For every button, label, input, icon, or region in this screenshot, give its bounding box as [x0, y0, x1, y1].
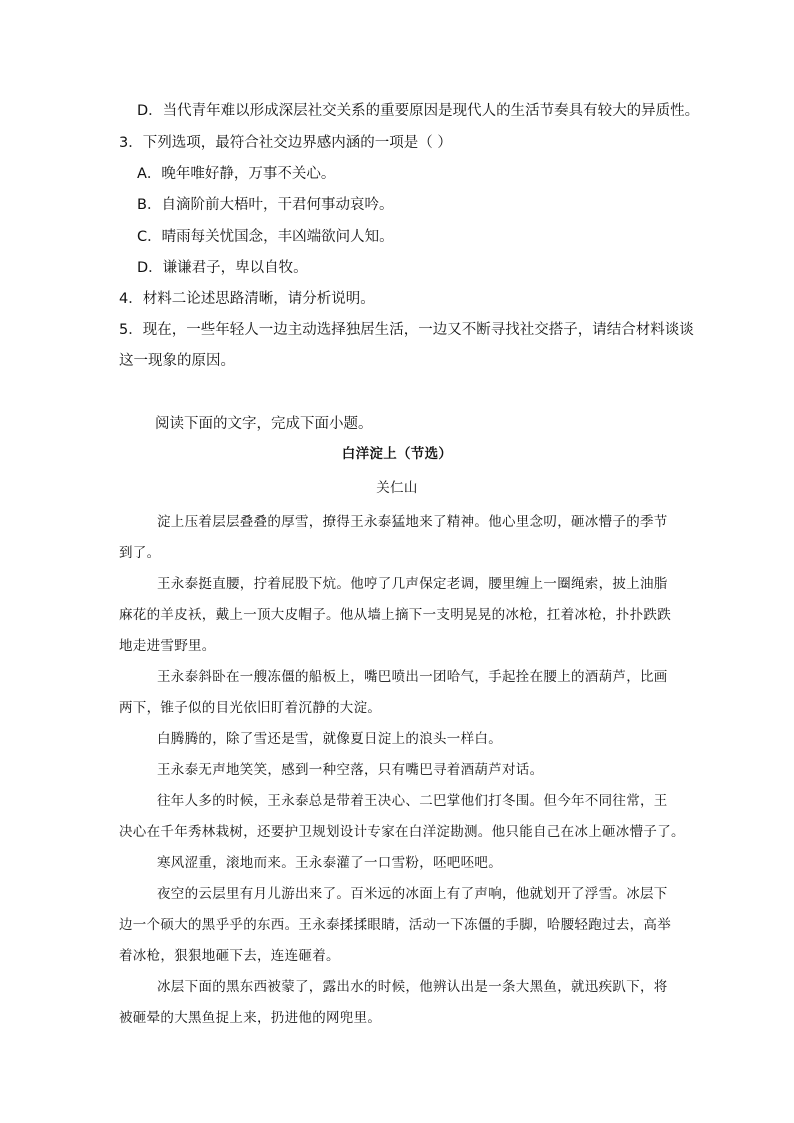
story-line: 着冰枪，狠狠地砸下去，连连砸着。 — [119, 948, 340, 964]
story-title: 白洋淀上（节选） — [341, 446, 453, 462]
story-line: 王永泰挺直腰，拧着屁股下炕。他哼了几声保定老调，腰里缠上一圈绳索，披上油脂 — [157, 576, 668, 592]
story-line: 决心在千年秀林栽树，还要护卫规划设计专家在白洋淀勘测。他只能自己在冰上砸冰懵子了。 — [119, 824, 685, 840]
option-d: D．谦谦君子，卑以自牧。 — [137, 260, 308, 276]
story-line: 到了。 — [119, 545, 161, 561]
question-option-d: D．当代青年难以形成深层社交关系的重要原因是现代人的生活节奏具有较大的异质性。 — [137, 103, 700, 119]
story-line: 往年人多的时候，王永泰总是带着王决心、二巴掌他们打冬围。但今年不同往常，王 — [157, 793, 668, 809]
reading-instruction: 阅读下面的文字，完成下面小题。 — [155, 416, 373, 432]
story-line: 两下，锥子似的目光依旧盯着沉静的大淀。 — [119, 700, 382, 716]
question-3: 3．下列选项，最符合社交边界感内涵的一项是（ ） — [119, 135, 452, 151]
story-line: 边一个硕大的黑乎乎的东西。王永泰揉揉眼睛，活动一下冻僵的手脚，哈腰轻跑过去，高举 — [119, 917, 671, 933]
option-a: A．晚年唯好静，万事不关心。 — [137, 166, 336, 182]
story-line: 麻花的羊皮袄，戴上一顶大皮帽子。他从墙上摘下一支明晃晃的冰枪，扛着冰枪，扑扑跌跌 — [119, 607, 671, 623]
question-4: 4．材料二论述思路清晰，请分析说明。 — [119, 291, 375, 307]
story-line: 王永泰无声地笑笑，感到一种空落，只有嘴巴寻着酒葫芦对话。 — [157, 762, 544, 778]
question-5-continued: 这一现象的原因。 — [119, 353, 235, 369]
story-line: 王永泰斜卧在一艘冻僵的船板上，嘴巴喷出一团哈气，手起拴在腰上的酒葫芦，比画 — [157, 669, 668, 685]
story-line: 夜空的云层里有月儿游出来了。百米远的冰面上有了声响，他就划开了浮雪。冰层下 — [157, 886, 668, 902]
story-line: 被砸晕的大黑鱼捉上来，扔进他的网兜里。 — [119, 1010, 382, 1026]
story-author: 关仁山 — [376, 480, 418, 496]
story-line: 淀上压着层层叠叠的厚雪，撩得王永泰猛地来了精神。他心里念叨，砸冰懵子的季节 — [157, 514, 668, 530]
story-line: 地走进雪野里。 — [119, 638, 216, 654]
story-line: 冰层下面的黑东西被蒙了，露出水的时候，他辨认出是一条大黑鱼，就迅疾趴下，将 — [157, 979, 668, 995]
option-b: B．自滴阶前大梧叶，干君何事动哀吟。 — [137, 197, 394, 213]
question-5: 5．现在，一些年轻人一边主动选择独居生活，一边又不断寻找社交搭子，请结合材料谈谈 — [119, 322, 694, 338]
story-line: 白腾腾的，除了雪还是雪，就像夏日淀上的浪头一样白。 — [157, 731, 502, 747]
story-line: 寒风涩重，滚地而来。王永泰灌了一口雪粉，呸吧呸吧。 — [157, 855, 502, 871]
option-c: C．晴雨每关忧国念，丰凶端欲问人知。 — [137, 229, 394, 245]
